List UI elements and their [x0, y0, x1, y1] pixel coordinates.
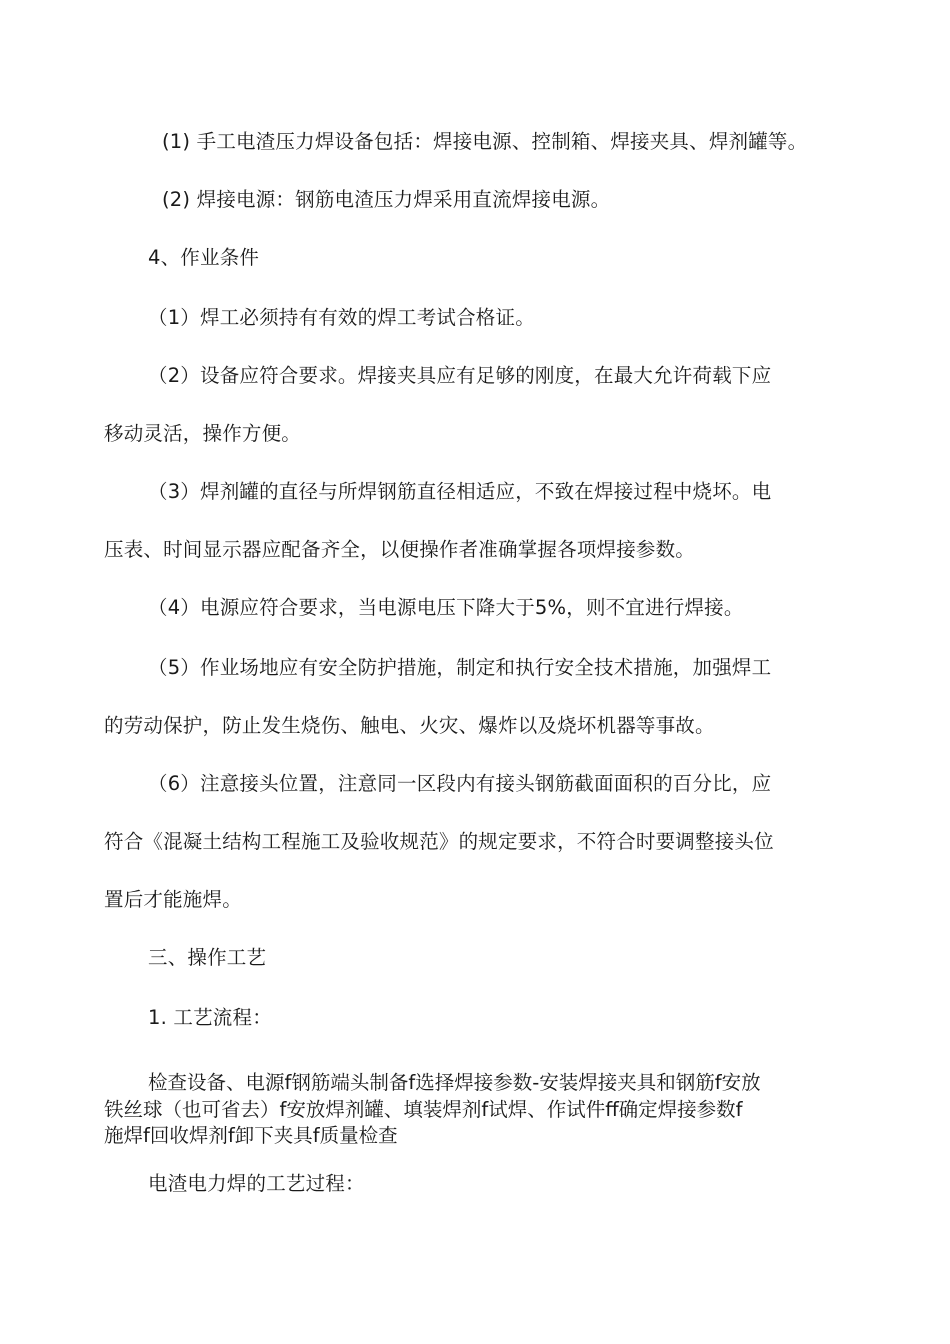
electroslag-process-heading: 电渣电力焊的工艺过程：	[148, 1172, 365, 1195]
process-flow-line-1: 检查设备、电源f钢筋端头制备f选择焊接参数-安装焊接夹具和钢筋f安放	[148, 1071, 761, 1094]
subsection-heading-process-flow: 1. 工艺流程：	[148, 1006, 272, 1029]
section-heading-operation-process: 三、操作工艺	[148, 946, 267, 969]
equipment-item-2: (2) 焊接电源：钢筋电渣压力焊采用直流焊接电源。	[162, 188, 611, 211]
section-heading-work-conditions: 4、作业条件	[148, 246, 260, 269]
condition-item-3-line-1: （3）焊剂罐的直径与所焊钢筋直径相适应，不致在焊接过程中烧坏。电	[148, 480, 772, 503]
condition-item-5-line-2: 的劳动保护，防止发生烧伤、触电、火灾、爆炸以及烧坏机器等事故。	[104, 714, 715, 737]
condition-item-2-line-2: 移动灵活，操作方便。	[104, 422, 302, 445]
condition-item-6-line-1: （6）注意接头位置，注意同一区段内有接头钢筋截面面积的百分比，应	[148, 772, 772, 795]
process-flow-line-3: 施焊f回收焊剂f卸下夹具f质量检查	[104, 1124, 398, 1147]
condition-item-6-line-3: 置后才能施焊。	[104, 888, 242, 911]
condition-item-1: （1）焊工必须持有有效的焊工考试合格证。	[148, 306, 535, 329]
condition-item-6-line-2: 符合《混凝土结构工程施工及验收规范》的规定要求，不符合时要调整接头位	[104, 830, 774, 853]
process-flow-line-2: 铁丝球（也可省去）f安放焊剂罐、填装焊剂f试焊、作试件ff确定焊接参数f	[104, 1098, 743, 1121]
equipment-item-1: (1) 手工电渣压力焊设备包括：焊接电源、控制箱、焊接夹具、焊剂罐等。	[162, 130, 808, 153]
condition-item-5-line-1: （5）作业场地应有安全防护措施，制定和执行安全技术措施，加强焊工	[148, 656, 772, 679]
condition-item-2-line-1: （2）设备应符合要求。焊接夹具应有足够的刚度，在最大允许荷载下应	[148, 364, 772, 387]
condition-item-4: （4）电源应符合要求，当电源电压下降大于5%，则不宜进行焊接。	[148, 596, 744, 619]
condition-item-3-line-2: 压表、时间显示器应配备齐全，以便操作者准确掌握各项焊接参数。	[104, 538, 696, 561]
